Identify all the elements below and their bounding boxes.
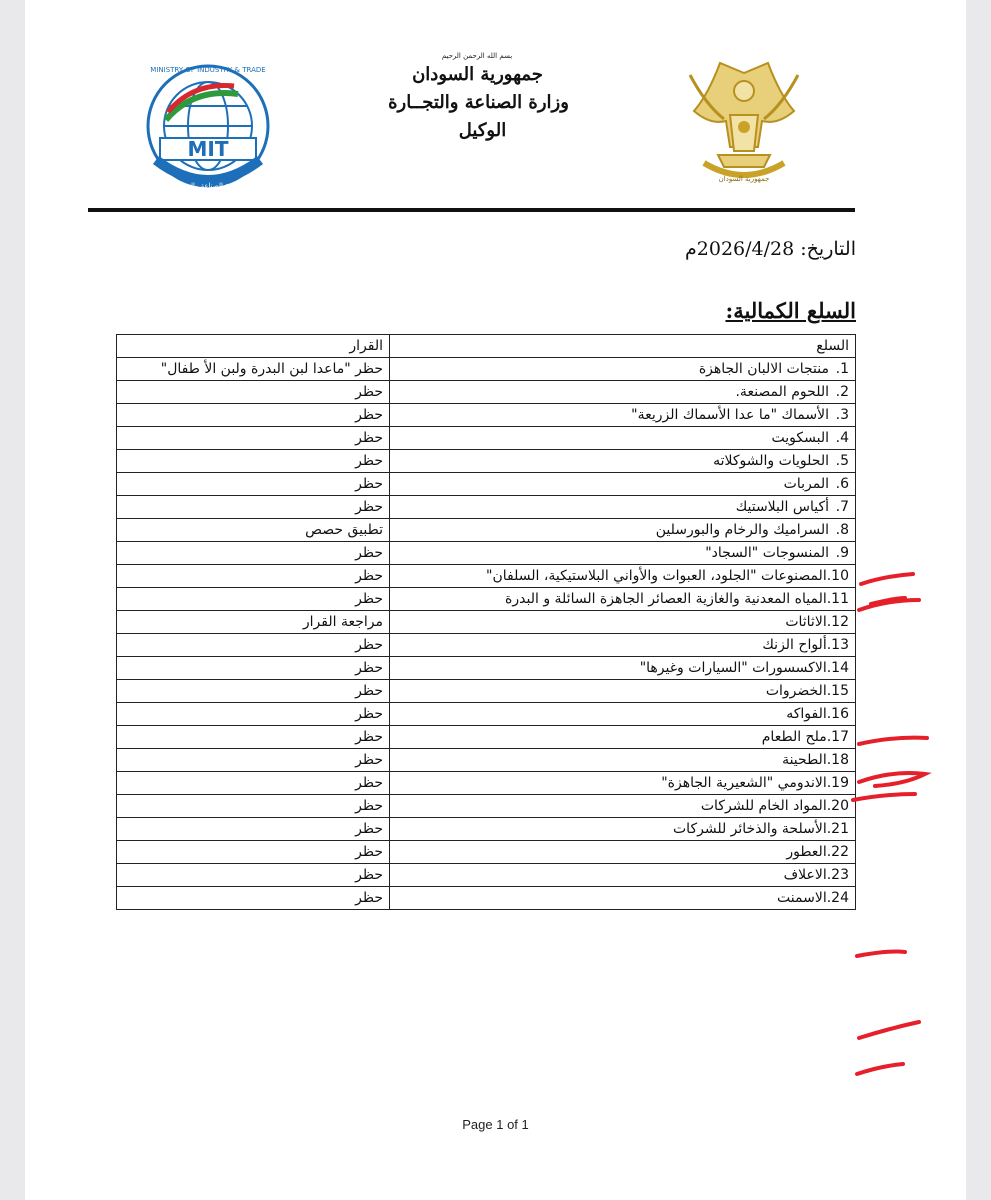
table-row [117, 887, 856, 910]
item-name: الأسلحة والذخائر للشركات [673, 821, 827, 837]
table-row [117, 795, 856, 818]
decision-cell: حظر [117, 818, 390, 841]
decision-cell: حظر [117, 726, 390, 749]
goods-cell [390, 542, 856, 565]
annotation-mark-20 [857, 952, 905, 957]
item-number: 1. [835, 361, 849, 377]
goods-cell [390, 726, 856, 749]
item-name: السراميك والرخام والبورسلين [655, 522, 829, 538]
goods-cell [390, 887, 856, 910]
item-number: 20. [826, 798, 849, 814]
goods-table [116, 334, 856, 910]
item-number: 2. [835, 384, 849, 400]
goods-cell [390, 749, 856, 772]
decision-cell: حظر [117, 427, 390, 450]
decision-cell: حظر [117, 772, 390, 795]
table-row [117, 404, 856, 427]
decision-cell: حظر [117, 841, 390, 864]
table-row [117, 841, 856, 864]
item-name: الطحينة [782, 752, 827, 768]
decision-cell: حظر [117, 703, 390, 726]
decision-cell: حظر [117, 404, 390, 427]
table-row [117, 634, 856, 657]
decision-cell: حظر [117, 473, 390, 496]
table-row [117, 427, 856, 450]
item-number: 21. [826, 821, 849, 837]
item-number: 14. [826, 660, 849, 676]
section-title: السلع الكمالية: [725, 298, 856, 323]
table-row [117, 565, 856, 588]
decision-cell: حظر [117, 496, 390, 519]
goods-cell [390, 772, 856, 795]
table-row [117, 726, 856, 749]
item-name: الاكسسورات "السيارات وغيرها" [639, 660, 827, 676]
goods-cell [390, 404, 856, 427]
header-ministry: وزارة الصناعة والتجــارة [388, 92, 569, 113]
mit-logo-caption: MINISTRY OF INDUSTRY & TRADE [150, 66, 266, 74]
header-office: الوكيل [458, 120, 507, 141]
table-row [117, 381, 856, 404]
annotation-mark-13-14 [853, 773, 925, 800]
col-goods-header: السلع [390, 335, 856, 358]
item-number: 7. [835, 499, 849, 515]
item-name: الأسماك "ما عدا الأسماك الزريعة" [631, 407, 829, 423]
item-number: 13. [826, 637, 849, 653]
decision-cell: حظر [117, 749, 390, 772]
table-row [117, 519, 856, 542]
annotation-mark-8 [861, 574, 913, 584]
item-number: 4. [835, 430, 849, 446]
item-number: 12. [826, 614, 849, 630]
item-number: 24. [826, 890, 849, 906]
goods-cell [390, 795, 856, 818]
sudan-emblem-icon [680, 55, 808, 187]
item-number: 10. [826, 568, 849, 584]
goods-cell [390, 818, 856, 841]
table-row [117, 588, 856, 611]
decision-cell: حظر [117, 864, 390, 887]
document-page [25, 0, 966, 1200]
goods-cell [390, 565, 856, 588]
col-decision-header: القرار [117, 335, 390, 358]
table-row [117, 657, 856, 680]
item-number: 8. [835, 522, 849, 538]
item-name: الاعلاف [783, 867, 827, 883]
item-number: 22. [826, 844, 849, 860]
item-name: الاثاثات [785, 614, 827, 630]
table-row [117, 749, 856, 772]
goods-cell [390, 611, 856, 634]
goods-cell [390, 864, 856, 887]
table-row [117, 818, 856, 841]
item-name: المياه المعدنية والغازية العصائر الجاهزة السائلة و البدرة [505, 591, 827, 607]
decision-cell: حظر [117, 588, 390, 611]
goods-cell [390, 680, 856, 703]
header-divider [88, 208, 855, 212]
item-name: المصنوعات "الجلود، العبوات والأواني البلاستيكية، السلفان" [486, 568, 827, 584]
item-number: 11. [826, 591, 849, 607]
annotation-mark-12 [859, 738, 927, 744]
decision-cell: حظر [117, 634, 390, 657]
item-name: الفواكه [786, 706, 827, 722]
decision-cell: مراجعة القرار [117, 611, 390, 634]
date-value: 2026/4/28م [685, 238, 795, 260]
item-number: 15. [826, 683, 849, 699]
goods-cell [390, 427, 856, 450]
annotation-mark-23 [859, 1022, 919, 1038]
item-number: 19. [826, 775, 849, 791]
decision-cell: حظر [117, 381, 390, 404]
item-number: 9. [835, 545, 849, 561]
table-row [117, 473, 856, 496]
table-row [117, 611, 856, 634]
goods-cell [390, 358, 856, 381]
goods-cell [390, 450, 856, 473]
decision-cell: حظر [117, 680, 390, 703]
table-header-row [117, 335, 856, 358]
item-name: ملح الطعام [761, 729, 827, 745]
decision-cell: حظر "ماعدا لبن البدرة ولبن الأ طفال" [117, 358, 390, 381]
item-number: 16. [826, 706, 849, 722]
item-number: 17. [826, 729, 849, 745]
table-row [117, 703, 856, 726]
item-name: الاندومي "الشعيرية الجاهزة" [661, 775, 827, 791]
item-name: أكياس البلاستيك [735, 499, 829, 515]
letterhead [25, 0, 966, 210]
table-row [117, 772, 856, 795]
annotation-mark-9 [859, 598, 919, 610]
date-label: التاريخ: [800, 238, 856, 260]
item-name: المواد الخام للشركات [700, 798, 827, 814]
item-name: المنسوجات "السجاد" [705, 545, 829, 561]
goods-cell [390, 496, 856, 519]
item-name: ألواح الزنك [762, 637, 827, 653]
decision-cell: حظر [117, 795, 390, 818]
goods-cell [390, 657, 856, 680]
page-footer: Page 1 of 1 [462, 1117, 529, 1132]
goods-cell [390, 703, 856, 726]
table-row [117, 542, 856, 565]
goods-cell [390, 841, 856, 864]
mit-logo-arabic: وزارة الصناعة والتجارة [175, 182, 241, 190]
goods-cell [390, 381, 856, 404]
decision-cell: حظر [117, 542, 390, 565]
decision-cell: حظر [117, 450, 390, 473]
table-row [117, 680, 856, 703]
header-country: جمهورية السودان [412, 64, 543, 85]
item-name: العطور [786, 844, 827, 860]
decision-cell: تطبيق حصص [117, 519, 390, 542]
decision-cell: حظر [117, 565, 390, 588]
item-number: 6. [835, 476, 849, 492]
bismillah: بسم الله الرحمن الرحيم [441, 52, 513, 60]
item-number: 18. [826, 752, 849, 768]
item-number: 3. [835, 407, 849, 423]
table-row [117, 358, 856, 381]
table-row [117, 864, 856, 887]
goods-cell [390, 634, 856, 657]
item-name: منتجات الالبان الجاهزة [698, 361, 829, 377]
item-number: 5. [835, 453, 849, 469]
date-line [685, 238, 856, 260]
mit-logo-letters: MIT [187, 137, 229, 161]
item-name: الحلويات والشوكلاته [713, 453, 829, 469]
decision-cell: حظر [117, 657, 390, 680]
item-name: الخضروات [765, 683, 827, 699]
decision-cell: حظر [117, 887, 390, 910]
item-name: اللحوم المصنعة. [735, 384, 829, 400]
goods-cell [390, 473, 856, 496]
annotation-mark-24 [857, 1064, 903, 1074]
item-name: الاسمنت [777, 890, 827, 906]
item-name: المربات [783, 476, 829, 492]
item-number: 23. [826, 867, 849, 883]
goods-cell [390, 588, 856, 611]
item-name: البسكويت [771, 430, 829, 446]
table-row [117, 496, 856, 519]
table-row [117, 450, 856, 473]
goods-cell [390, 519, 856, 542]
emblem-caption: جمهورية السودان [718, 175, 770, 183]
